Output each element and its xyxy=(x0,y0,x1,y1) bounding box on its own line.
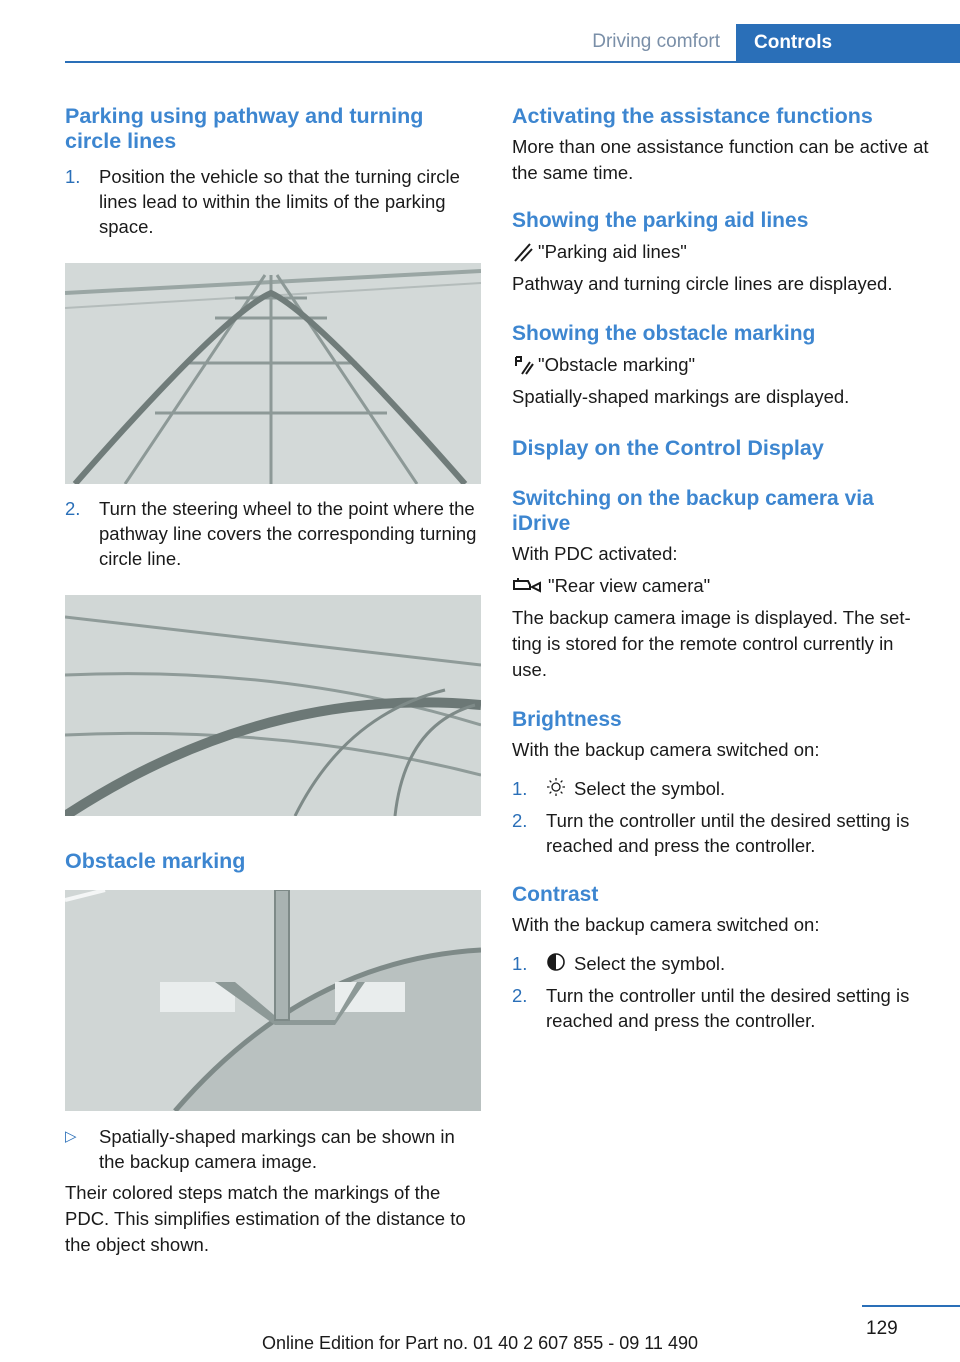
footer-rule xyxy=(862,1305,960,1307)
step-number: 2. xyxy=(512,985,528,1006)
step-1-pathway xyxy=(65,164,481,239)
edition-line: Online Edition for Part no. 01 40 2 607 855 - 09 11 490 xyxy=(262,1333,698,1353)
paragraph-camera-image-displayed: The backup camera image is displayed. The setting is stored for the remote control currently in use. xyxy=(512,607,911,680)
step-text: Turn the controller until the desired setting is reached and press the controller. xyxy=(546,985,910,1031)
paragraph-more-than-one: More than one assistance function can be active at the same time. xyxy=(512,136,929,183)
header-section-title: Driving comfort xyxy=(592,31,720,52)
bullet-spatial-markings xyxy=(65,1124,481,1174)
step-number: 1. xyxy=(65,166,81,187)
bullet-triangle-icon: ▷ xyxy=(65,1128,77,1145)
menu-label: "Obstacle marking" xyxy=(538,354,696,375)
menu-label: "Parking aid lines" xyxy=(538,241,687,262)
step-number: 1. xyxy=(512,953,528,974)
figure-pathway-lines xyxy=(65,263,481,484)
parking-aid-lines-icon xyxy=(512,241,538,263)
obstacle-marking-image xyxy=(65,890,481,1111)
rear-view-camera-icon xyxy=(512,575,548,597)
step-number: 2. xyxy=(512,810,528,831)
pathway-lines-image xyxy=(65,263,481,484)
left-column xyxy=(65,100,481,1258)
right-column xyxy=(512,100,932,1033)
contrast-step-1 xyxy=(512,951,932,976)
step-number: 2. xyxy=(65,498,81,519)
heading-parking-aid-lines: Showing the parking aid lines xyxy=(512,209,809,232)
contrast-half-circle-icon[interactable] xyxy=(546,951,574,973)
step-text: Position the vehicle so that the turning circle lines lead to within the limits of the parking space. xyxy=(99,166,460,237)
heading-obstacle-marking: Obstacle marking xyxy=(65,849,246,873)
brightness-sun-icon[interactable] xyxy=(546,776,574,798)
heading-pathway-turning: Parking using pathway and turning circle lines xyxy=(65,104,424,153)
figure-obstacle xyxy=(65,890,481,1111)
turning-lines-image xyxy=(65,595,481,816)
heading-obstacle-marking-show: Showing the obstacle marking xyxy=(512,322,816,345)
paragraph-pathway-displayed: Pathway and turning circle lines are displayed. xyxy=(512,273,893,294)
heading-brightness: Brightness xyxy=(512,708,622,731)
header-tab-controls[interactable]: Controls xyxy=(736,24,960,62)
step-text: Select the symbol. xyxy=(574,778,726,799)
step-number: 1. xyxy=(512,778,528,799)
step-text: Turn the steering wheel to the point where the pathway line covers the corresponding turning circle line. xyxy=(99,498,477,569)
page-number: 129 xyxy=(866,1318,898,1339)
brightness-step-2 xyxy=(512,808,932,858)
step-text: Select the symbol. xyxy=(574,953,726,974)
paragraph-contrast-on: With the backup camera switched on: xyxy=(512,914,820,935)
heading-activating-assistance: Activating the assistance functions xyxy=(512,104,873,128)
heading-contrast: Contrast xyxy=(512,883,599,906)
paragraph-brightness-on: With the backup camera switched on: xyxy=(512,739,820,760)
paragraph-spatial-displayed: Spatially-shaped markings are displayed. xyxy=(512,386,850,407)
header-rule xyxy=(65,61,960,63)
obstacle-marking-icon xyxy=(512,354,538,376)
heading-switching-backup-camera: Switching on the backup camera via iDrive xyxy=(512,487,874,535)
figure-turning-lines xyxy=(65,595,481,816)
menu-item-rear-view-camera[interactable] xyxy=(512,573,932,599)
contrast-step-2 xyxy=(512,983,932,1033)
step-text: Turn the controller until the desired setting is reached and press the controller. xyxy=(546,810,910,856)
paragraph-pdc-activated: With PDC activated: xyxy=(512,543,678,564)
menu-label: "Rear view camera" xyxy=(548,575,711,596)
step-2-steering xyxy=(65,496,481,571)
menu-item-obstacle-marking[interactable] xyxy=(512,352,932,378)
menu-item-parking-aid-lines[interactable] xyxy=(512,239,932,265)
heading-control-display: Display on the Control Display xyxy=(512,436,824,460)
paragraph-colored-steps: Their colored steps match the markings of the PDC. This simplifies estimation of the distance to the object shown. xyxy=(65,1182,466,1255)
brightness-step-1 xyxy=(512,776,932,801)
bullet-text: Spatially-shaped markings can be shown in the backup camera image. xyxy=(99,1126,455,1172)
